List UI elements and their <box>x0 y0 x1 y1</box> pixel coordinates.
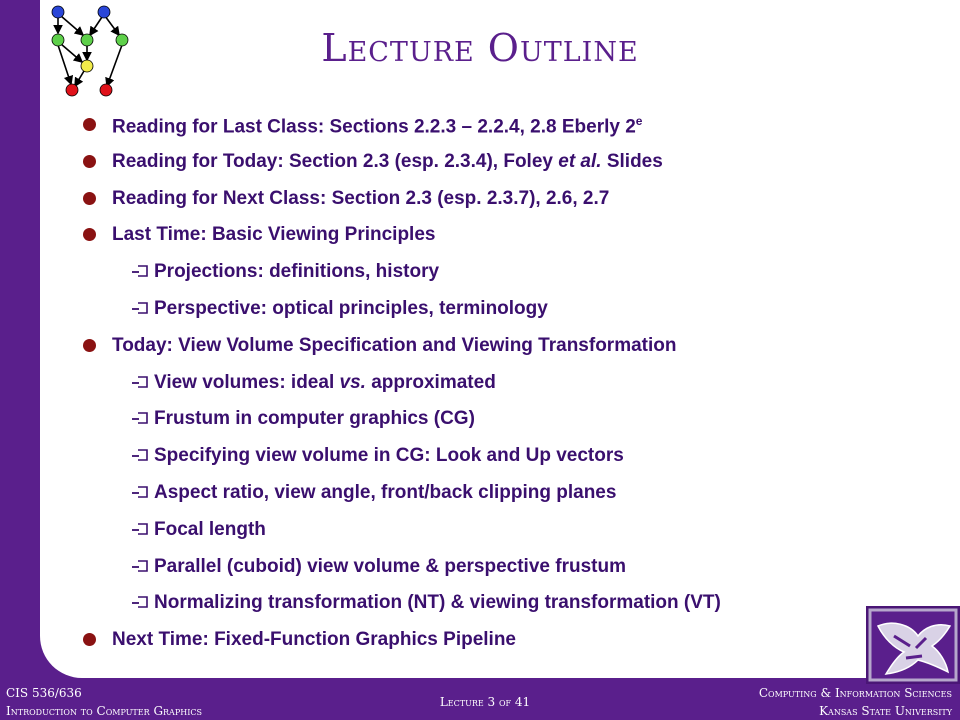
outline-text: Focal length <box>154 518 266 540</box>
open-box-bullet-icon <box>130 447 150 465</box>
outline-text: Reading for Next Class: Section 2.3 (esp. 2.3.7), 2.6, 2.7 <box>112 187 610 209</box>
open-box-bullet-icon <box>130 410 150 428</box>
open-box-bullet-icon <box>130 558 150 576</box>
outline-text: Slides <box>601 150 663 172</box>
outline-subitem <box>154 592 721 614</box>
powercat-logo-icon <box>866 606 960 684</box>
open-box-bullet-icon <box>130 263 150 281</box>
footer-course-code: CIS 536/636 <box>6 686 82 700</box>
open-box-bullet-icon <box>130 484 150 502</box>
outline-subitem <box>154 519 266 541</box>
outline-text: Aspect ratio, view angle, front/back clipping planes <box>154 482 617 503</box>
outline-text: Reading for Today: Section 2.3 (esp. 2.3.4), Foley <box>112 150 559 172</box>
outline-text: Next Time: Fixed-Function Graphics Pipeline <box>112 629 517 651</box>
round-bullet-icon <box>83 633 96 646</box>
outline-item <box>112 188 609 210</box>
outline-text: e <box>635 114 643 128</box>
outline-subitem <box>154 298 548 320</box>
round-bullet-icon <box>83 155 96 168</box>
outline-subitem <box>154 261 439 283</box>
outline-item <box>112 629 516 651</box>
outline-subitem <box>154 556 626 578</box>
outline-subitem <box>154 372 496 394</box>
open-box-bullet-icon <box>130 521 150 539</box>
round-bullet-icon <box>83 228 96 241</box>
outline-subitem <box>154 445 624 467</box>
page-title: Lecture Outline <box>321 26 639 70</box>
outline-text: approximated <box>365 371 496 393</box>
footer-department: Computing & Information Sciences <box>758 686 952 700</box>
outline-subitem <box>154 482 616 504</box>
outline-text: et al. <box>558 150 602 172</box>
outline-text: Specifying view volume in CG: Look and Up vectors <box>154 445 624 467</box>
open-box-bullet-icon <box>130 374 150 392</box>
outline-text: View volumes: ideal <box>154 371 340 393</box>
outline-text: Frustum in computer graphics (CG) <box>154 408 475 430</box>
outline-text: Parallel (cuboid) view volume & perspective frustum <box>154 555 626 577</box>
outline-item <box>112 335 676 357</box>
footer-university: Kansas State University <box>819 704 952 718</box>
open-box-bullet-icon <box>130 300 150 318</box>
outline-item <box>112 151 663 173</box>
round-bullet-icon <box>83 192 96 205</box>
footer-lecture-number: Lecture 3 of 41 <box>439 695 531 709</box>
outline-item <box>112 114 642 138</box>
outline-text: Last Time: Basic Viewing Principles <box>112 224 436 246</box>
outline-text: vs. <box>339 371 366 393</box>
outline-text: Reading for Last Class: Sections 2.2.3 – 2.2.4, 2.8 Eberly 2 <box>112 116 636 138</box>
outline-text: Perspective: optical principles, terminology <box>154 298 548 319</box>
round-bullet-icon <box>83 118 96 131</box>
outline-subitem <box>154 408 475 430</box>
round-bullet-icon <box>83 339 96 352</box>
outline-text: Today: View Volume Specification and Viewing Transformation <box>112 334 677 356</box>
outline-text: Projections: definitions, history <box>154 261 440 283</box>
outline-text: Normalizing transformation (NT) & viewing transformation (VT) <box>154 592 721 614</box>
outline-item <box>112 224 435 246</box>
footer-course-name: Introduction to Computer Graphics <box>6 704 202 718</box>
open-box-bullet-icon <box>130 594 150 612</box>
